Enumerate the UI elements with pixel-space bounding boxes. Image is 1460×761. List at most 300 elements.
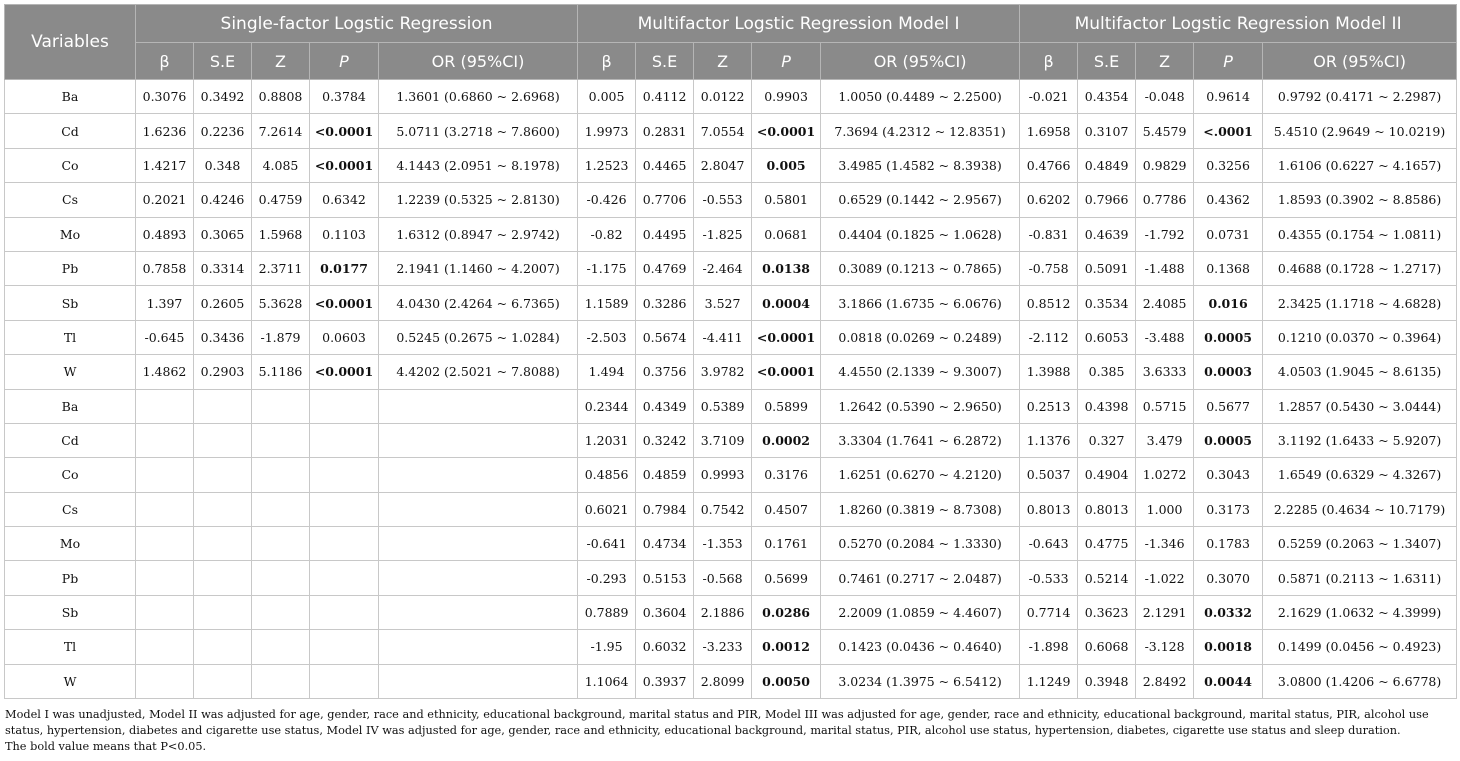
model2-beta-cell: 1.1376 <box>1020 423 1078 457</box>
model1-z-cell: 0.5389 <box>694 389 752 423</box>
model2-beta-cell: -0.831 <box>1020 217 1078 251</box>
model1-beta-cell: 1.1589 <box>578 286 636 320</box>
single-z-cell <box>252 492 310 526</box>
single-z-cell: 7.2614 <box>252 114 310 148</box>
model2-p-cell: 0.0005 <box>1194 423 1263 457</box>
table-row <box>5 561 1457 595</box>
single-z-cell: 4.085 <box>252 148 310 182</box>
model1-or-cell: 0.5270 (0.2084 ~ 1.3330) <box>821 527 1020 561</box>
single-beta-cell <box>136 492 194 526</box>
table-row <box>5 286 1457 320</box>
model1-se-cell: 0.6032 <box>636 630 694 664</box>
model1-or-cell: 0.7461 (0.2717 ~ 2.0487) <box>821 561 1020 595</box>
model2-se-cell: 0.3107 <box>1078 114 1136 148</box>
single-or-cell <box>379 389 578 423</box>
model1-p-cell: 0.0012 <box>752 630 821 664</box>
model2-se-cell: 0.4639 <box>1078 217 1136 251</box>
or-header: OR (95%CI) <box>821 43 1020 80</box>
model1-or-cell: 0.0818 (0.0269 ~ 0.2489) <box>821 320 1020 354</box>
model2-z-cell: 0.9829 <box>1136 148 1194 182</box>
model2-z-cell: -1.346 <box>1136 527 1194 561</box>
single-beta-cell: 1.397 <box>136 286 194 320</box>
model1-se-cell: 0.7984 <box>636 492 694 526</box>
model2-se-cell: 0.6068 <box>1078 630 1136 664</box>
single-z-cell: 0.8808 <box>252 80 310 114</box>
table-row <box>5 458 1457 492</box>
table-row <box>5 595 1457 629</box>
single-se-cell: 0.2903 <box>194 355 252 389</box>
table-row <box>5 217 1457 251</box>
table-row <box>5 664 1457 698</box>
single-se-cell <box>194 664 252 698</box>
variable-cell: Mo <box>5 217 136 251</box>
model2-se-cell: 0.327 <box>1078 423 1136 457</box>
single-p-cell <box>310 458 379 492</box>
model1-z-cell: 3.527 <box>694 286 752 320</box>
z-header: Z <box>694 43 752 80</box>
model1-p-cell: 0.0286 <box>752 595 821 629</box>
table-body <box>5 80 1457 699</box>
model2-p-cell: 0.1368 <box>1194 251 1263 285</box>
model2-or-cell: 2.3425 (1.1718 ~ 4.6828) <box>1263 286 1457 320</box>
model1-beta-cell: -1.175 <box>578 251 636 285</box>
model2-or-cell: 0.4688 (0.1728 ~ 1.2717) <box>1263 251 1457 285</box>
model1-z-cell: 2.8047 <box>694 148 752 182</box>
model2-se-cell: 0.3623 <box>1078 595 1136 629</box>
model2-beta-cell: -0.533 <box>1020 561 1078 595</box>
single-z-cell: 2.3711 <box>252 251 310 285</box>
variable-cell: Ba <box>5 389 136 423</box>
beta-header: β <box>578 43 636 80</box>
model2-z-cell: 1.000 <box>1136 492 1194 526</box>
model1-se-cell: 0.3937 <box>636 664 694 698</box>
single-p-cell <box>310 595 379 629</box>
model1-p-cell: 0.5699 <box>752 561 821 595</box>
table-row <box>5 355 1457 389</box>
model2-or-cell: 1.6549 (0.6329 ~ 4.3267) <box>1263 458 1457 492</box>
model2-p-cell: 0.0332 <box>1194 595 1263 629</box>
model2-p-cell: 0.5677 <box>1194 389 1263 423</box>
model2-z-cell: 2.4085 <box>1136 286 1194 320</box>
single-se-cell: 0.3436 <box>194 320 252 354</box>
single-se-cell <box>194 561 252 595</box>
model2-or-cell: 0.1210 (0.0370 ~ 0.3964) <box>1263 320 1457 354</box>
model1-or-cell: 1.2642 (0.5390 ~ 2.9650) <box>821 389 1020 423</box>
model1-beta-cell: 1.494 <box>578 355 636 389</box>
model1-or-cell: 0.4404 (0.1825 ~ 1.0628) <box>821 217 1020 251</box>
model2-beta-cell: 1.1249 <box>1020 664 1078 698</box>
model2-z-cell: -3.488 <box>1136 320 1194 354</box>
model1-p-cell: 0.5899 <box>752 389 821 423</box>
model2-z-cell: 2.8492 <box>1136 664 1194 698</box>
variable-cell: Co <box>5 148 136 182</box>
single-or-cell: 1.3601 (0.6860 ~ 2.6968) <box>379 80 578 114</box>
single-p-cell: <0.0001 <box>310 286 379 320</box>
model2-z-cell: 3.6333 <box>1136 355 1194 389</box>
model1-beta-cell: 0.7889 <box>578 595 636 629</box>
model1-or-cell: 1.6251 (0.6270 ~ 4.2120) <box>821 458 1020 492</box>
variable-cell: Pb <box>5 251 136 285</box>
single-p-cell <box>310 561 379 595</box>
single-or-cell <box>379 423 578 457</box>
model2-p-cell: 0.3256 <box>1194 148 1263 182</box>
model2-z-cell: 0.7786 <box>1136 183 1194 217</box>
model2-se-cell: 0.8013 <box>1078 492 1136 526</box>
model1-or-cell: 3.1866 (1.6735 ~ 6.0676) <box>821 286 1020 320</box>
model2-beta-cell: 1.3988 <box>1020 355 1078 389</box>
model1-beta-cell: -0.293 <box>578 561 636 595</box>
model1-or-cell: 2.2009 (1.0859 ~ 4.4607) <box>821 595 1020 629</box>
model1-z-cell: 0.7542 <box>694 492 752 526</box>
model1-z-cell: -1.825 <box>694 217 752 251</box>
model1-beta-cell: -0.641 <box>578 527 636 561</box>
model2-or-cell: 5.4510 (2.9649 ~ 10.0219) <box>1263 114 1457 148</box>
model-2-header: Multifactor Logstic Regression Model II <box>1020 5 1457 43</box>
model1-z-cell: 2.1886 <box>694 595 752 629</box>
single-p-cell <box>310 492 379 526</box>
model1-p-cell: 0.1761 <box>752 527 821 561</box>
model2-or-cell: 0.1499 (0.0456 ~ 0.4923) <box>1263 630 1457 664</box>
variable-cell: Sb <box>5 286 136 320</box>
beta-header: β <box>136 43 194 80</box>
single-p-cell: 0.1103 <box>310 217 379 251</box>
single-z-cell <box>252 389 310 423</box>
single-se-cell: 0.348 <box>194 148 252 182</box>
model1-or-cell: 1.0050 (0.4489 ~ 2.2500) <box>821 80 1020 114</box>
model2-beta-cell: -0.643 <box>1020 527 1078 561</box>
table-row <box>5 183 1457 217</box>
model1-or-cell: 3.0234 (1.3975 ~ 6.5412) <box>821 664 1020 698</box>
footnotes <box>5 707 1457 755</box>
model1-se-cell: 0.7706 <box>636 183 694 217</box>
model2-or-cell: 4.0503 (1.9045 ~ 8.6135) <box>1263 355 1457 389</box>
single-se-cell: 0.2605 <box>194 286 252 320</box>
table-row <box>5 320 1457 354</box>
model1-p-cell: <0.0001 <box>752 114 821 148</box>
variable-cell: W <box>5 355 136 389</box>
single-z-cell <box>252 423 310 457</box>
table-row <box>5 148 1457 182</box>
table-row <box>5 630 1457 664</box>
single-or-cell: 0.5245 (0.2675 ~ 1.0284) <box>379 320 578 354</box>
model2-p-cell: 0.0018 <box>1194 630 1263 664</box>
model2-beta-cell: -0.021 <box>1020 80 1078 114</box>
single-se-cell: 0.3314 <box>194 251 252 285</box>
model2-beta-cell: -2.112 <box>1020 320 1078 354</box>
model1-se-cell: 0.4112 <box>636 80 694 114</box>
model1-p-cell: 0.0050 <box>752 664 821 698</box>
single-z-cell: -1.879 <box>252 320 310 354</box>
model1-z-cell: -4.411 <box>694 320 752 354</box>
model1-or-cell: 0.1423 (0.0436 ~ 0.4640) <box>821 630 1020 664</box>
model2-p-cell: 0.3173 <box>1194 492 1263 526</box>
model2-se-cell: 0.4354 <box>1078 80 1136 114</box>
model1-beta-cell: 0.6021 <box>578 492 636 526</box>
table-row <box>5 492 1457 526</box>
model-1-header: Multifactor Logstic Regression Model I <box>578 5 1020 43</box>
model1-z-cell: 3.9782 <box>694 355 752 389</box>
se-header: S.E <box>194 43 252 80</box>
single-or-cell <box>379 664 578 698</box>
table-row <box>5 251 1457 285</box>
single-or-cell <box>379 527 578 561</box>
model1-p-cell: <0.0001 <box>752 355 821 389</box>
model2-z-cell: 5.4579 <box>1136 114 1194 148</box>
model1-beta-cell: -2.503 <box>578 320 636 354</box>
single-p-cell <box>310 664 379 698</box>
model2-p-cell: <.0001 <box>1194 114 1263 148</box>
model1-beta-cell: 1.9973 <box>578 114 636 148</box>
model1-or-cell: 3.3304 (1.7641 ~ 6.2872) <box>821 423 1020 457</box>
single-or-cell <box>379 458 578 492</box>
model1-se-cell: 0.4495 <box>636 217 694 251</box>
p-header: P <box>752 43 821 80</box>
model1-se-cell: 0.3286 <box>636 286 694 320</box>
model2-beta-cell: -1.898 <box>1020 630 1078 664</box>
model2-or-cell: 3.1192 (1.6433 ~ 5.9207) <box>1263 423 1457 457</box>
single-beta-cell <box>136 630 194 664</box>
se-header: S.E <box>1078 43 1136 80</box>
single-z-cell <box>252 527 310 561</box>
model1-p-cell: 0.0138 <box>752 251 821 285</box>
model1-p-cell: 0.3176 <box>752 458 821 492</box>
model2-z-cell: -1.488 <box>1136 251 1194 285</box>
single-se-cell <box>194 423 252 457</box>
table-row <box>5 527 1457 561</box>
single-p-cell: <0.0001 <box>310 148 379 182</box>
single-beta-cell: 0.2021 <box>136 183 194 217</box>
single-or-cell <box>379 595 578 629</box>
single-beta-cell <box>136 664 194 698</box>
model1-beta-cell: 1.2031 <box>578 423 636 457</box>
single-beta-cell <box>136 423 194 457</box>
model2-or-cell: 1.2857 (0.5430 ~ 3.0444) <box>1263 389 1457 423</box>
model2-or-cell: 0.5871 (0.2113 ~ 1.6311) <box>1263 561 1457 595</box>
model1-or-cell: 1.8260 (0.3819 ~ 8.7308) <box>821 492 1020 526</box>
footnote-bold: The bold value means that P<0.05. <box>5 740 207 753</box>
model2-z-cell: 0.5715 <box>1136 389 1194 423</box>
single-or-cell: 4.1443 (2.0951 ~ 8.1978) <box>379 148 578 182</box>
model2-se-cell: 0.3948 <box>1078 664 1136 698</box>
single-p-cell: <0.0001 <box>310 355 379 389</box>
single-se-cell <box>194 458 252 492</box>
model2-or-cell: 2.2285 (0.4634 ~ 10.7179) <box>1263 492 1457 526</box>
model2-p-cell: 0.9614 <box>1194 80 1263 114</box>
single-beta-cell: 0.3076 <box>136 80 194 114</box>
model1-se-cell: 0.4349 <box>636 389 694 423</box>
single-beta-cell: 0.7858 <box>136 251 194 285</box>
model2-se-cell: 0.5091 <box>1078 251 1136 285</box>
model1-or-cell: 0.6529 (0.1442 ~ 2.9567) <box>821 183 1020 217</box>
model1-p-cell: 0.0004 <box>752 286 821 320</box>
single-beta-cell: 1.6236 <box>136 114 194 148</box>
variable-cell: Tl <box>5 320 136 354</box>
model2-p-cell: 0.0005 <box>1194 320 1263 354</box>
single-se-cell: 0.2236 <box>194 114 252 148</box>
variables-header: Variables <box>5 5 136 80</box>
single-beta-cell <box>136 561 194 595</box>
model2-p-cell: 0.4362 <box>1194 183 1263 217</box>
single-beta-cell: 0.4893 <box>136 217 194 251</box>
model1-z-cell: 2.8099 <box>694 664 752 698</box>
single-se-cell <box>194 492 252 526</box>
single-z-cell: 5.1186 <box>252 355 310 389</box>
model2-z-cell: 2.1291 <box>1136 595 1194 629</box>
single-or-cell: 2.1941 (1.1460 ~ 4.2007) <box>379 251 578 285</box>
single-beta-cell <box>136 389 194 423</box>
model2-se-cell: 0.6053 <box>1078 320 1136 354</box>
model2-or-cell: 0.4355 (0.1754 ~ 1.0811) <box>1263 217 1457 251</box>
model2-se-cell: 0.4775 <box>1078 527 1136 561</box>
model2-p-cell: 0.3070 <box>1194 561 1263 595</box>
single-se-cell <box>194 527 252 561</box>
single-p-cell <box>310 630 379 664</box>
variable-cell: Cs <box>5 183 136 217</box>
single-se-cell <box>194 595 252 629</box>
model2-se-cell: 0.4849 <box>1078 148 1136 182</box>
model1-p-cell: 0.5801 <box>752 183 821 217</box>
model2-beta-cell: -0.758 <box>1020 251 1078 285</box>
single-beta-cell <box>136 527 194 561</box>
single-or-cell: 4.0430 (2.4264 ~ 6.7365) <box>379 286 578 320</box>
footnote-models: Model I was unadjusted, Model II was adjusted for age, gender, race and ethnicity, educational background, marital status and PIR, Model III was adjusted for age, gender, race and ethnicity, educational background, marital status, PIR, alcohol use status, hypertension, diabetes and cigarette use status, Model IV was adjusted for age, gender, race and ethnicity, educational background, marital status, PIR, alcohol use status, hypertension, diabetes, cigarette use status and sleep duration. <box>5 708 1429 737</box>
model2-beta-cell: 0.2513 <box>1020 389 1078 423</box>
model1-se-cell: 0.3242 <box>636 423 694 457</box>
single-or-cell: 5.0711 (3.2718 ~ 7.8600) <box>379 114 578 148</box>
model1-p-cell: 0.0681 <box>752 217 821 251</box>
model1-se-cell: 0.3756 <box>636 355 694 389</box>
single-se-cell: 0.4246 <box>194 183 252 217</box>
single-p-cell: <0.0001 <box>310 114 379 148</box>
se-header: S.E <box>636 43 694 80</box>
single-z-cell <box>252 664 310 698</box>
model1-z-cell: -3.233 <box>694 630 752 664</box>
model2-z-cell: 3.479 <box>1136 423 1194 457</box>
model1-se-cell: 0.5153 <box>636 561 694 595</box>
z-header: Z <box>252 43 310 80</box>
single-beta-cell: -0.645 <box>136 320 194 354</box>
model1-z-cell: 0.9993 <box>694 458 752 492</box>
single-p-cell: 0.6342 <box>310 183 379 217</box>
single-or-cell: 1.2239 (0.5325 ~ 2.8130) <box>379 183 578 217</box>
single-beta-cell: 1.4217 <box>136 148 194 182</box>
table-row <box>5 80 1457 114</box>
model1-z-cell: 0.0122 <box>694 80 752 114</box>
variable-cell: Ba <box>5 80 136 114</box>
or-header: OR (95%CI) <box>1263 43 1457 80</box>
variable-cell: Tl <box>5 630 136 664</box>
model1-beta-cell: -1.95 <box>578 630 636 664</box>
beta-header: β <box>1020 43 1078 80</box>
model1-se-cell: 0.4734 <box>636 527 694 561</box>
model2-se-cell: 0.4904 <box>1078 458 1136 492</box>
model1-z-cell: -0.568 <box>694 561 752 595</box>
model1-beta-cell: -0.82 <box>578 217 636 251</box>
model2-z-cell: -3.128 <box>1136 630 1194 664</box>
model1-beta-cell: 1.1064 <box>578 664 636 698</box>
model2-p-cell: 0.016 <box>1194 286 1263 320</box>
model1-se-cell: 0.2831 <box>636 114 694 148</box>
model1-beta-cell: 1.2523 <box>578 148 636 182</box>
variable-cell: Pb <box>5 561 136 595</box>
single-or-cell <box>379 561 578 595</box>
model1-p-cell: <0.0001 <box>752 320 821 354</box>
model2-z-cell: -1.792 <box>1136 217 1194 251</box>
single-se-cell: 0.3065 <box>194 217 252 251</box>
single-beta-cell <box>136 595 194 629</box>
model1-se-cell: 0.4769 <box>636 251 694 285</box>
p-header: P <box>310 43 379 80</box>
model2-se-cell: 0.3534 <box>1078 286 1136 320</box>
model2-se-cell: 0.4398 <box>1078 389 1136 423</box>
single-z-cell <box>252 458 310 492</box>
single-p-cell <box>310 389 379 423</box>
model1-beta-cell: 0.005 <box>578 80 636 114</box>
model2-or-cell: 2.1629 (1.0632 ~ 4.3999) <box>1263 595 1457 629</box>
model1-or-cell: 0.3089 (0.1213 ~ 0.7865) <box>821 251 1020 285</box>
variable-cell: Cd <box>5 423 136 457</box>
single-or-cell <box>379 630 578 664</box>
model1-beta-cell: -0.426 <box>578 183 636 217</box>
model2-p-cell: 0.3043 <box>1194 458 1263 492</box>
model1-p-cell: 0.0002 <box>752 423 821 457</box>
variable-cell: Co <box>5 458 136 492</box>
model1-se-cell: 0.4465 <box>636 148 694 182</box>
model1-z-cell: 3.7109 <box>694 423 752 457</box>
model2-z-cell: 1.0272 <box>1136 458 1194 492</box>
single-or-cell <box>379 492 578 526</box>
regression-table <box>4 4 1457 699</box>
model1-z-cell: -1.353 <box>694 527 752 561</box>
single-z-cell: 1.5968 <box>252 217 310 251</box>
table-row <box>5 389 1457 423</box>
model2-se-cell: 0.7966 <box>1078 183 1136 217</box>
model2-se-cell: 0.385 <box>1078 355 1136 389</box>
model1-z-cell: -2.464 <box>694 251 752 285</box>
model1-or-cell: 7.3694 (4.2312 ~ 12.8351) <box>821 114 1020 148</box>
single-beta-cell: 1.4862 <box>136 355 194 389</box>
model2-z-cell: -1.022 <box>1136 561 1194 595</box>
variable-cell: Sb <box>5 595 136 629</box>
model2-beta-cell: 0.4766 <box>1020 148 1078 182</box>
model1-or-cell: 4.4550 (2.1339 ~ 9.3007) <box>821 355 1020 389</box>
model1-z-cell: 7.0554 <box>694 114 752 148</box>
single-p-cell <box>310 423 379 457</box>
model2-beta-cell: 1.6958 <box>1020 114 1078 148</box>
model2-p-cell: 0.1783 <box>1194 527 1263 561</box>
single-p-cell <box>310 527 379 561</box>
model1-beta-cell: 0.4856 <box>578 458 636 492</box>
model1-se-cell: 0.5674 <box>636 320 694 354</box>
model1-p-cell: 0.9903 <box>752 80 821 114</box>
variable-cell: Cs <box>5 492 136 526</box>
single-beta-cell <box>136 458 194 492</box>
model1-z-cell: -0.553 <box>694 183 752 217</box>
model2-p-cell: 0.0044 <box>1194 664 1263 698</box>
model1-or-cell: 3.4985 (1.4582 ~ 8.3938) <box>821 148 1020 182</box>
model2-beta-cell: 0.8512 <box>1020 286 1078 320</box>
model1-p-cell: 0.4507 <box>752 492 821 526</box>
single-z-cell: 5.3628 <box>252 286 310 320</box>
model1-beta-cell: 0.2344 <box>578 389 636 423</box>
single-or-cell: 1.6312 (0.8947 ~ 2.9742) <box>379 217 578 251</box>
single-z-cell <box>252 630 310 664</box>
model2-se-cell: 0.5214 <box>1078 561 1136 595</box>
single-factor-header: Single-factor Logstic Regression <box>136 5 578 43</box>
single-z-cell <box>252 561 310 595</box>
z-header: Z <box>1136 43 1194 80</box>
single-z-cell <box>252 595 310 629</box>
